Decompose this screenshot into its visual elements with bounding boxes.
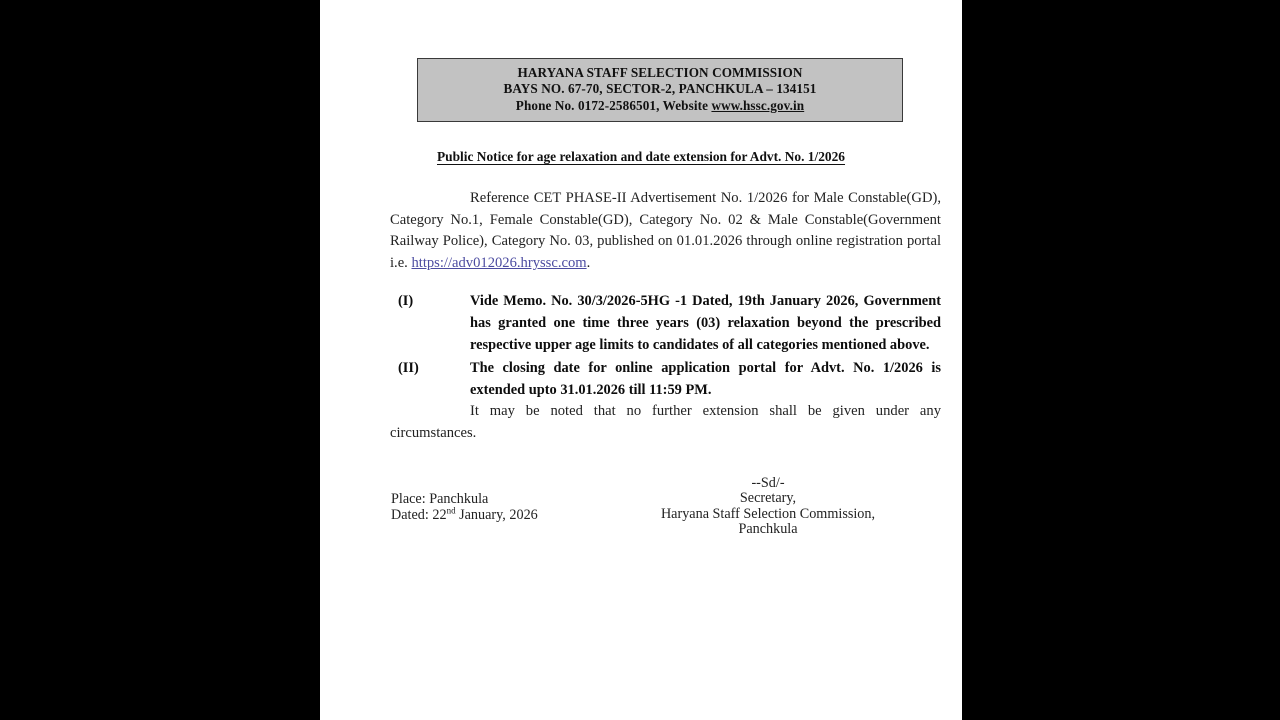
intro-text-before-link: Reference CET PHASE-II Advertisement No. 1/2026 for Male Constable(GD), Category No.1, Female Constable(GD), Category No. 02 & Male Constable(Government Railway Police), Category No. 03, published on 01.01.2026 through online registration portal i.e. [390, 190, 941, 271]
clause-number-1: (I) [398, 293, 414, 310]
clause-text-1: Vide Memo. No. 30/3/2026-5HG -1 Dated, 19th January 2026, Government has granted one time three years (03) relaxation beyond the prescribed respective upper age limits to candidates of all categories mentioned above. [470, 293, 941, 354]
document-page [320, 0, 962, 720]
document-body [390, 188, 941, 445]
letterhead-contact [422, 98, 898, 114]
clause-item-1 [390, 290, 941, 356]
signature-date [391, 504, 538, 524]
intro-text-after-link: . [586, 254, 591, 271]
signature-place: Place: Panchkula [391, 491, 489, 507]
letterhead-box [417, 58, 903, 122]
clause-item-2 [390, 357, 941, 401]
closing-note: It may be noted that no further extension shall be given under any circumstances. [390, 403, 941, 441]
signature-left [391, 492, 538, 523]
signature-block [390, 476, 941, 546]
signature-designation: Secretary, [739, 490, 797, 507]
registration-portal-link[interactable]: https://adv012026.hryssc.com [411, 254, 587, 271]
signature-signed-mark: --Sd/- [751, 475, 785, 491]
page-title-text: Public Notice for age relaxation and date extension for Advt. No. 1/2026 [436, 149, 846, 164]
letterhead-website-link[interactable]: www.hssc.gov.in [711, 97, 805, 113]
signature-date-suffix: January, 2026 [455, 506, 538, 523]
letterhead-address: BAYS NO. 67-70, SECTOR-2, PANCHKULA – 134151 [503, 81, 817, 97]
signature-city: Panchkula [738, 521, 798, 538]
letterhead-commission-name: HARYANA STAFF SELECTION COMMISSION [517, 65, 803, 80]
signature-right [595, 476, 941, 538]
clause-number-2: (II) [398, 360, 419, 377]
letterhead-phone-text: Phone No. 0172-2586501, Website [515, 97, 712, 113]
signature-organisation: Haryana Staff Selection Commission, [660, 505, 876, 522]
signature-date-prefix: Dated: 22 [391, 506, 447, 523]
signature-date-ordinal: nd [446, 504, 456, 515]
clause-text-2: The closing date for online application portal for Advt. No. 1/2026 is extended upto 31.01.2026 till 11:59 PM. [470, 360, 941, 399]
intro-paragraph [390, 188, 941, 274]
page-title [320, 149, 962, 165]
